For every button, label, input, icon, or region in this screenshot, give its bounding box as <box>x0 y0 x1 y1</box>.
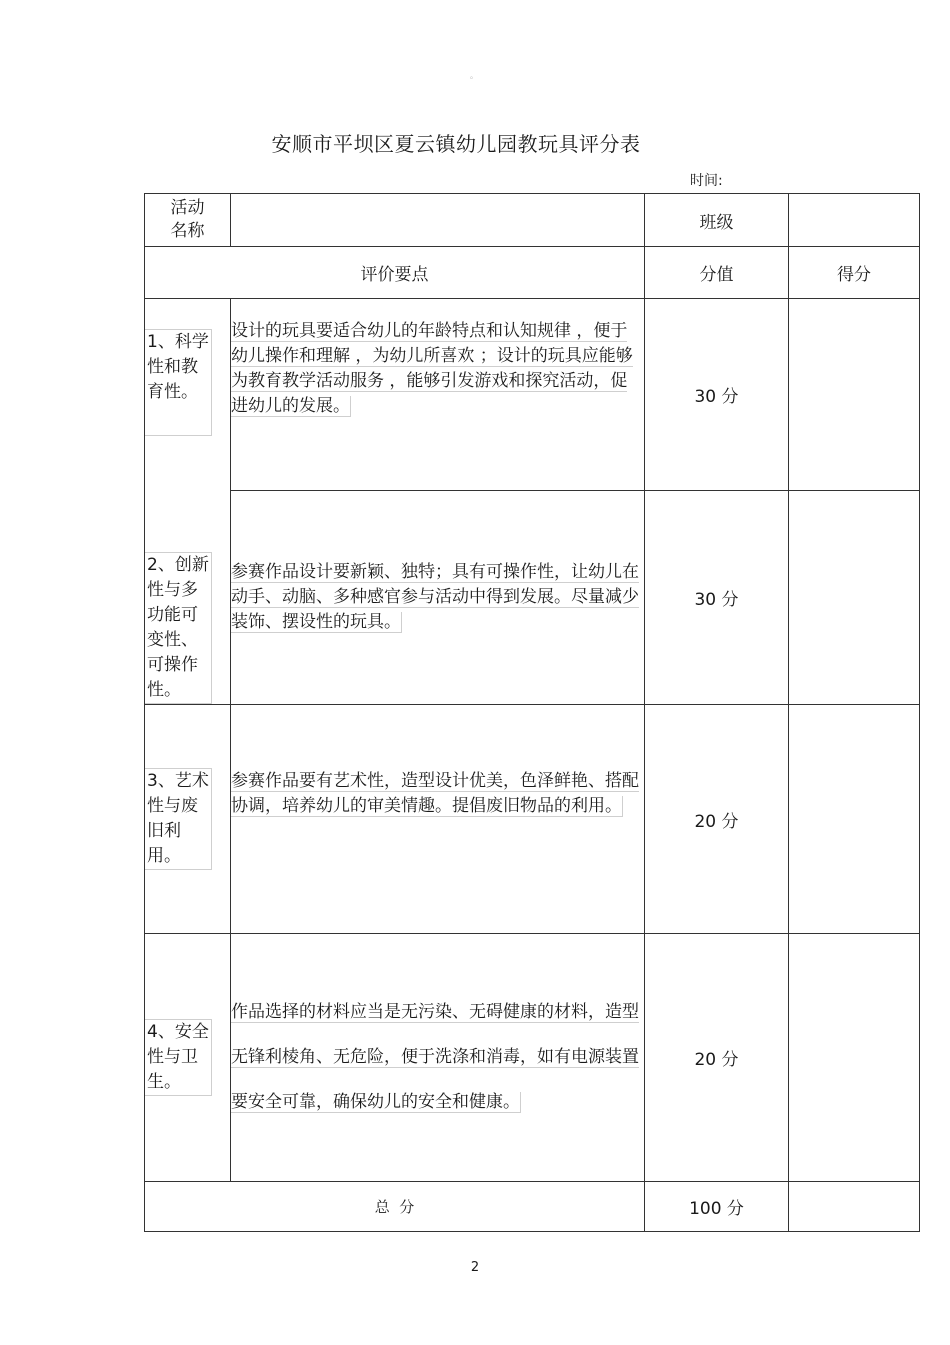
description-text: 设计的玩具要适合幼儿的年龄特点和认知规律 ，便于幼儿操作和理解 ，为幼儿所喜欢 ；设计的玩具应能够为教育教学活动服务 ，能够引发游戏和探究活动，促进幼儿的发展。 <box>231 321 633 416</box>
page-number: 2 <box>470 1260 480 1275</box>
score-input[interactable] <box>789 491 920 705</box>
table-row <box>145 299 920 491</box>
score-input[interactable] <box>789 705 920 934</box>
description-text: 参赛作品要有艺术性，造型设计优美，色泽鲜艳、搭配协调，培养幼儿的审美情趣。提倡废旧物品的利用。 <box>231 771 639 816</box>
points-header: 分值 <box>645 247 789 299</box>
table-row <box>145 491 920 705</box>
points-value: 20 分 <box>645 934 789 1182</box>
table-row <box>145 934 920 1182</box>
description-text: 作品选择的材料应当是无污染、无碍健康的材料，造型无锋利棱角、无危险，便于洗涤和消毒，如有电源装置要安全可靠，确保幼儿的安全和健康。 <box>231 1002 639 1112</box>
activity-name-value[interactable] <box>231 194 645 247</box>
criterion-cell <box>145 934 231 1182</box>
total-points: 100 分 <box>645 1182 789 1232</box>
table-row <box>145 705 920 934</box>
activity-name-label: 活动名称 <box>170 198 205 241</box>
criterion-cell <box>145 299 231 705</box>
criterion-label: 3、艺术性与废旧利用。 <box>145 768 212 870</box>
score-table <box>144 193 920 1232</box>
date-label: 时间: <box>690 173 723 189</box>
score-input[interactable] <box>789 934 920 1182</box>
score-header: 得分 <box>789 247 920 299</box>
points-value: 30 分 <box>645 299 789 491</box>
criterion-description <box>231 705 645 934</box>
criterion-label: 4、安全性与卫生。 <box>145 1019 212 1096</box>
criterion-cell <box>145 705 231 934</box>
class-value[interactable] <box>789 194 920 247</box>
activity-row <box>145 194 920 247</box>
criteria-header: 评价要点 <box>145 247 645 299</box>
points-value: 30 分 <box>645 491 789 705</box>
criterion-description <box>231 491 645 705</box>
header-row <box>145 247 920 299</box>
score-input[interactable] <box>789 299 920 491</box>
total-score-input[interactable] <box>789 1182 920 1232</box>
points-value: 20 分 <box>645 705 789 934</box>
header-mark: 。 <box>470 71 478 80</box>
total-label: 总 分 <box>145 1182 645 1232</box>
criterion-label: 1、科学性和教育性。 <box>145 329 212 436</box>
class-label: 班级 <box>645 194 789 247</box>
activity-name-label-cell <box>145 194 231 247</box>
description-text: 参赛作品设计要新颖、独特；具有可操作性，让幼儿在动手、动脑、多种感官参与活动中得到发展。尽量减少装饰、摆设性的玩具。 <box>231 562 639 633</box>
criterion-description <box>231 934 645 1182</box>
criterion-description <box>231 299 645 491</box>
page-title: 安顺市平坝区夏云镇幼儿园教玩具评分表 <box>271 132 641 156</box>
criterion-label: 2、创新性与多功能可变性、可操作性。 <box>145 552 212 704</box>
total-row <box>145 1182 920 1232</box>
